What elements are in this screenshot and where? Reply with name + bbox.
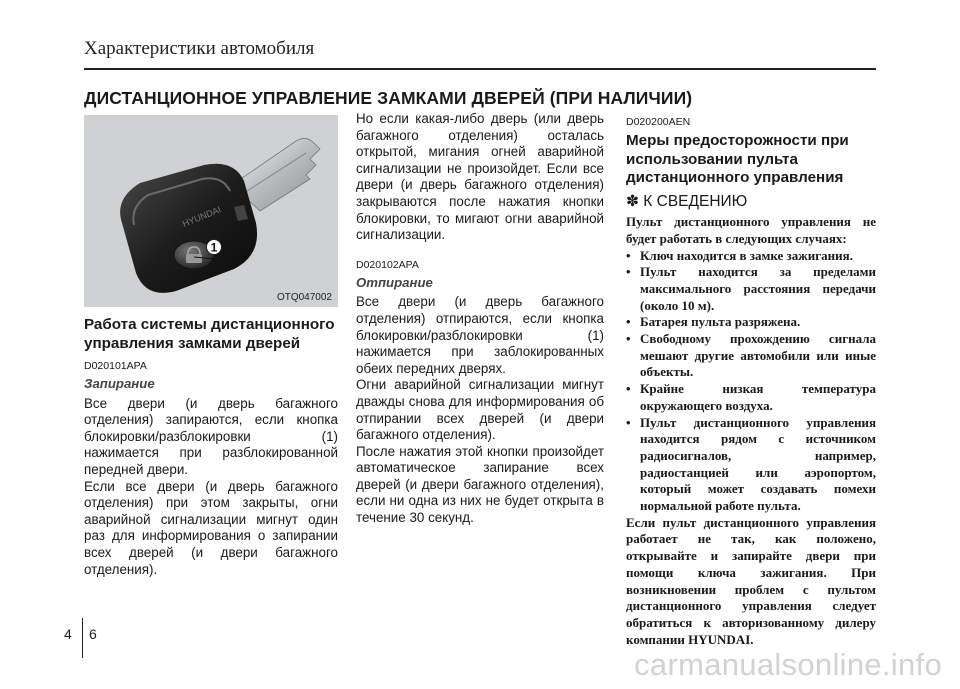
note-bullet: • Батарея пульта разряжена.	[626, 314, 876, 331]
paragraph: Если все двери (и дверь багажного отделения) при этом закрыты, огни аварийной сигнализации мигнут один раз для информирования о запирании всех дверей (и двери багажного отделения).	[84, 478, 338, 577]
bullet-text: Ключ находится в замке зажигания.	[640, 247, 853, 263]
page-number: 6	[89, 626, 97, 642]
bullet-text: Крайне низкая температура окружающего воздуха.	[640, 381, 876, 413]
key-brand-label: HYUNDAI	[181, 204, 223, 229]
paragraph: Все двери (и дверь багажного отделения) запираются, если кнопка блокировки/разблокировки (1) нажимается при разблокированной передней двери.	[84, 395, 338, 477]
key-figure	[84, 115, 338, 307]
subsection-heading: Работа системы дистанционного управления замками дверей	[84, 316, 335, 352]
remote-key-illustration	[84, 115, 338, 307]
reference-code: D020200AEN	[626, 116, 691, 128]
bullet-text: Батарея пульта разряжена.	[640, 314, 801, 330]
chapter-number: 4	[64, 626, 72, 642]
precautions-heading: Меры предосторожности при использовании пульта дистанционного управления	[626, 132, 849, 186]
paragraph: Огни аварийной сигнализации мигнут дважды снова для информирования об отпирании всех дверей (и двери багажного отделения).	[356, 377, 604, 443]
locking-subheading: Запирание	[84, 376, 155, 391]
reference-code: D020102APA	[356, 258, 419, 271]
note-heading: ✽ К СВЕДЕНИЮ	[626, 192, 748, 210]
note-bullet: • Крайне низкая температура окружающего воздуха.	[626, 381, 876, 413]
note-bullet: • Свободному прохождению сигнала мешают другие автомобили или иные объекты.	[626, 331, 876, 380]
column-2	[356, 111, 604, 527]
reference-code: D020101APA	[84, 360, 147, 372]
unlocking-subheading: Отпирание	[356, 274, 433, 290]
note-bullet: • Пульт дистанционного управления находится рядом с источником радиосигналов, например, радиостанцией или аэропортом, который может создавать помехи нормальной работе пульта.	[626, 414, 876, 514]
running-header: Характеристики автомобиля	[84, 38, 315, 59]
bullet-text: Пульт находится за пределами максимального расстояния передачи (около 10 м).	[640, 264, 876, 313]
note-bullet: • Пульт находится за пределами максимального расстояния передачи (около 10 м).	[626, 264, 876, 313]
page-divider	[82, 618, 83, 658]
figure-caption: OTQ047002	[276, 292, 332, 303]
paragraph: Все двери (и дверь багажного отделения) отпираются, если кнопка блокировки/разблокировки (1) нажимается при заблокированных обеих передних дверях.	[356, 294, 604, 376]
note-bullet: • Ключ находится в замке зажигания.	[626, 248, 876, 265]
column-3	[626, 111, 876, 648]
note-outro: Если пульт дистанционного управления работает не так, как положено, открывайте и запирайте двери при помощи ключа зажигания. При возникновении проблем с пультом дистанционного управления следует обратиться к авторизованному дилеру компании HYUNDAI.	[626, 514, 876, 647]
bullet-text: Пульт дистанционного управления находится рядом с источником радиосигналов, например, радиостанцией или аэропортом, который может создавать помехи нормальной работе пульта.	[640, 414, 876, 514]
header-rule	[84, 68, 876, 70]
bullet-text: Свободному прохождению сигнала мешают другие автомобили или иные объекты.	[640, 331, 876, 380]
note-intro: Пульт дистанционного управления не будет работать в следующих случаях:	[626, 214, 876, 246]
paragraph: Но если какая-либо дверь (или дверь багажного отделения) осталась открытой, мигания огней аварийной сигнализации не произойдет. Если все двери (и дверь багажного отделения) закрываются после нажатия кнопки блокировки, то мигают огни аварийной сигнализации.	[356, 111, 604, 243]
section-title: ДИСТАНЦИОННОЕ УПРАВЛЕНИЕ ЗАМКАМИ ДВЕРЕЙ (ПРИ НАЛИЧИИ)	[84, 88, 693, 108]
callout-number: 1	[210, 240, 218, 255]
paragraph: После нажатия этой кнопки произойдет автоматическое запирание всех дверей (и двери багажного отделения), если ни одна из них не будет открыта в течение 30 секунд.	[356, 443, 604, 526]
watermark: carmanualsonline.info	[634, 647, 942, 682]
column-1	[84, 316, 338, 578]
